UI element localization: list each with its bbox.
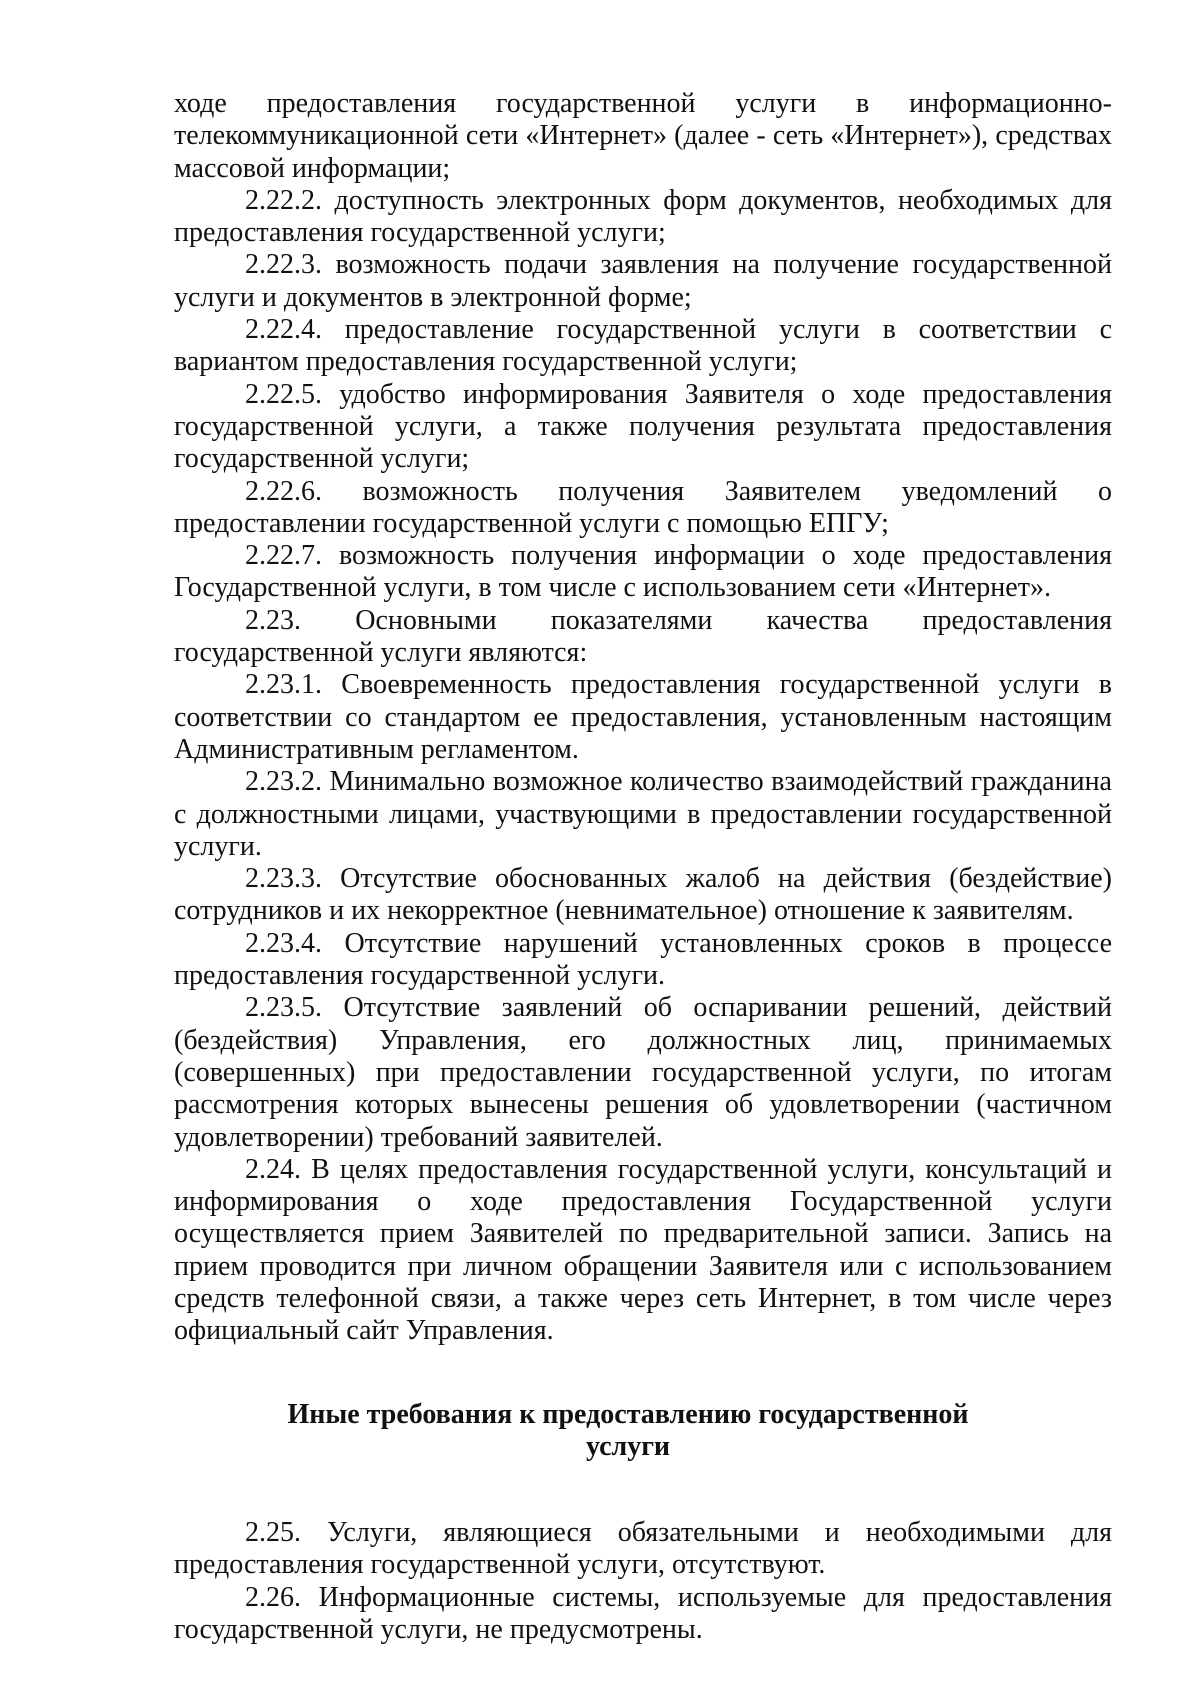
paragraph-2-25: 2.25. Услуги, являющиеся обязательными и необходимыми для предоставления государственной услуги, отсутствуют. bbox=[174, 1517, 1112, 1581]
document-body bbox=[174, 88, 1112, 1646]
paragraph-2-23-3: 2.23.3. Отсутствие обоснованных жалоб на действия (бездействие) сотрудников и их некорректное (невнимательное) отношение к заявителям. bbox=[174, 863, 1112, 927]
paragraph-continuation: ходе предоставления государственной услуги в информационно-телекоммуникационной сети «Интернет» (далее - сеть «Интернет»), средствах массовой информации; bbox=[174, 88, 1112, 184]
section-heading-line-2: услуги bbox=[585, 1430, 671, 1462]
paragraph-2-23: 2.23. Основными показателями качества предоставления государственной услуги являются: bbox=[174, 604, 1112, 669]
paragraph-2-22-5: 2.22.5. удобство информирования Заявителя о ходе предоставления государственной услуги, а также получения результата предоставления государственной услуги; bbox=[174, 378, 1112, 475]
paragraph-2-23-1: 2.23.1. Своевременность предоставления государственной услуги в соответствии со стандартом ее предоставления, установленным настоящим Административным регламентом. bbox=[174, 669, 1112, 765]
section-spacer bbox=[174, 1463, 1112, 1517]
paragraph-2-23-2: 2.23.2. Минимально возможное количество взаимодействий гражданина с должностными лицами, участвующими в предоставлении государственной услуги. bbox=[174, 766, 1112, 862]
paragraph-2-22-2: 2.22.2. доступность электронных форм документов, необходимых для предоставления государственной услуги; bbox=[174, 184, 1112, 249]
section-heading-line-1: Иные требования к предоставлению государственной bbox=[287, 1398, 969, 1430]
paragraph-2-24: 2.24. В целях предоставления государственной услуги, консультаций и информирования о ходе предоставления Государственной услуги осуществляется прием Заявителей по предварительной записи. Запись на прием проводится при личном обращении Заявителя или с использованием средств телефонной связи, а также через сеть Интернет, в том числе через официальный сайт Управления. bbox=[174, 1153, 1112, 1347]
paragraph-2-26: 2.26. Информационные системы, используемые для предоставления государственной услуги, не предусмотрены. bbox=[174, 1581, 1112, 1646]
paragraph-2-23-5: 2.23.5. Отсутствие заявлений об оспаривании решений, действий (бездействия) Управления, его должностных лиц, принимаемых (совершенных) при предоставлении государственной услуги, по итогам рассмотрения которых вынесены решения об удовлетворении (частичном удовлетворении) требований заявителей. bbox=[174, 992, 1112, 1153]
paragraph-2-22-4: 2.22.4. предоставление государственной услуги в соответствии с вариантом предоставления государственной услуги; bbox=[174, 314, 1112, 378]
paragraph-2-23-4: 2.23.4. Отсутствие нарушений установленных сроков в процессе предоставления государственной услуги. bbox=[174, 927, 1112, 992]
paragraph-2-22-7: 2.22.7. возможность получения информации о ходе предоставления Государственной услуги, в том числе с использованием сети «Интернет». bbox=[174, 540, 1112, 604]
paragraph-2-22-3: 2.22.3. возможность подачи заявления на получение государственной услуги и документов в электронной форме; bbox=[174, 249, 1112, 313]
paragraph-2-22-6: 2.22.6. возможность получения Заявителем уведомлений о предоставлении государственной услуги с помощью ЕПГУ; bbox=[174, 475, 1112, 539]
section-heading bbox=[174, 1399, 1112, 1464]
